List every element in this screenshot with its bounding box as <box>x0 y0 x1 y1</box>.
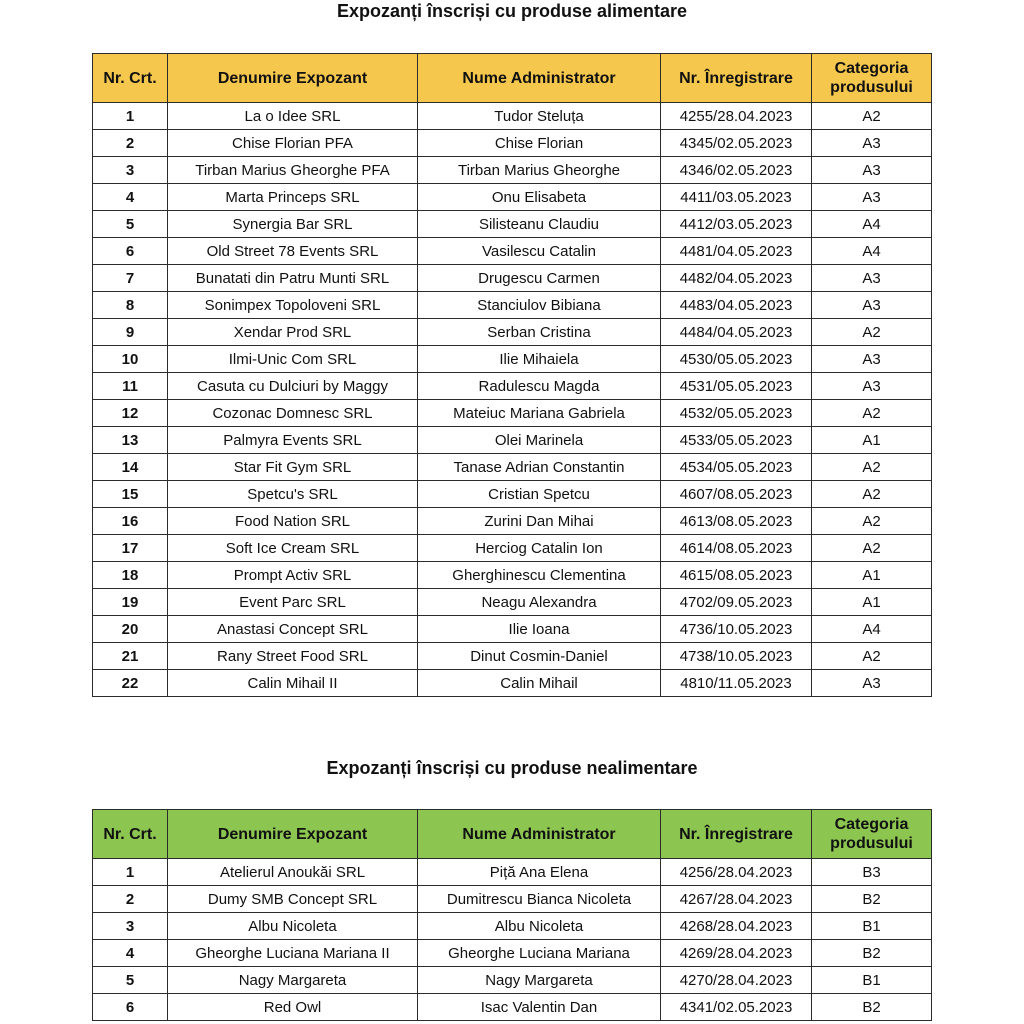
cell-nume-administrator: Olei Marinela <box>418 427 661 454</box>
cell-nr-inregistrare: 4810/11.05.2023 <box>661 670 812 697</box>
cell-categoria: A3 <box>812 292 932 319</box>
cell-nr-crt: 18 <box>93 562 168 589</box>
cell-categoria: A3 <box>812 184 932 211</box>
cell-categoria: B1 <box>812 967 932 994</box>
table-row <box>93 373 932 400</box>
cell-denumire-expozant: Event Parc SRL <box>168 589 418 616</box>
col-nr-inregistrare: Nr. Înregistrare <box>661 810 812 859</box>
cell-denumire-expozant: Prompt Activ SRL <box>168 562 418 589</box>
table-row <box>93 184 932 211</box>
cell-nr-crt: 4 <box>93 184 168 211</box>
cell-categoria: A2 <box>812 643 932 670</box>
cell-nume-administrator: Cristian Spetcu <box>418 481 661 508</box>
cell-nr-crt: 2 <box>93 886 168 913</box>
cell-nr-crt: 5 <box>93 967 168 994</box>
cell-nr-crt: 2 <box>93 130 168 157</box>
cell-nume-administrator: Onu Elisabeta <box>418 184 661 211</box>
cell-nume-administrator: Tudor Steluța <box>418 103 661 130</box>
food-exhibitors-table <box>92 53 932 697</box>
cell-nr-inregistrare: 4532/05.05.2023 <box>661 400 812 427</box>
cell-nr-inregistrare: 4736/10.05.2023 <box>661 616 812 643</box>
table-row <box>93 886 932 913</box>
table-row <box>93 346 932 373</box>
cell-nr-crt: 19 <box>93 589 168 616</box>
cell-denumire-expozant: Spetcu's SRL <box>168 481 418 508</box>
cell-nume-administrator: Neagu Alexandra <box>418 589 661 616</box>
cell-denumire-expozant: Palmyra Events SRL <box>168 427 418 454</box>
cell-nr-crt: 17 <box>93 535 168 562</box>
cell-denumire-expozant: Marta Princeps SRL <box>168 184 418 211</box>
cell-nume-administrator: Calin Mihail <box>418 670 661 697</box>
table-row <box>93 859 932 886</box>
cell-nr-inregistrare: 4738/10.05.2023 <box>661 643 812 670</box>
cell-nr-crt: 22 <box>93 670 168 697</box>
table-row <box>93 292 932 319</box>
cell-denumire-expozant: Bunatati din Patru Munti SRL <box>168 265 418 292</box>
cell-denumire-expozant: Food Nation SRL <box>168 508 418 535</box>
cell-categoria: A4 <box>812 211 932 238</box>
cell-nr-inregistrare: 4345/02.05.2023 <box>661 130 812 157</box>
cell-nr-inregistrare: 4481/04.05.2023 <box>661 238 812 265</box>
cell-categoria: A2 <box>812 481 932 508</box>
cell-nr-inregistrare: 4530/05.05.2023 <box>661 346 812 373</box>
cell-nr-crt: 5 <box>93 211 168 238</box>
cell-nume-administrator: Radulescu Magda <box>418 373 661 400</box>
cell-nume-administrator: Piță Ana Elena <box>418 859 661 886</box>
cell-categoria: A2 <box>812 103 932 130</box>
food-table-title: Expozanți înscriși cu produse alimentare <box>336 1 688 21</box>
food-table-body <box>93 103 932 697</box>
cell-categoria: A3 <box>812 373 932 400</box>
cell-denumire-expozant: La o Idee SRL <box>168 103 418 130</box>
cell-denumire-expozant: Sonimpex Topoloveni SRL <box>168 292 418 319</box>
col-categoria-produsului: Categoria produsului <box>812 810 932 859</box>
table-row <box>93 427 932 454</box>
table-row <box>93 994 932 1021</box>
cell-nr-inregistrare: 4607/08.05.2023 <box>661 481 812 508</box>
cell-categoria: A2 <box>812 454 932 481</box>
cell-categoria: A1 <box>812 427 932 454</box>
cell-nr-inregistrare: 4269/28.04.2023 <box>661 940 812 967</box>
cell-denumire-expozant: Chise Florian PFA <box>168 130 418 157</box>
cell-nr-crt: 14 <box>93 454 168 481</box>
cell-categoria: B3 <box>812 859 932 886</box>
table-header-row <box>93 54 932 103</box>
col-categoria-produsului: Categoria produsului <box>812 54 932 103</box>
cell-nume-administrator: Vasilescu Catalin <box>418 238 661 265</box>
cell-nume-administrator: Ilie Mihaiela <box>418 346 661 373</box>
cell-nr-inregistrare: 4482/04.05.2023 <box>661 265 812 292</box>
cell-categoria: B2 <box>812 886 932 913</box>
table-row <box>93 643 932 670</box>
cell-nr-inregistrare: 4613/08.05.2023 <box>661 508 812 535</box>
cell-denumire-expozant: Tirban Marius Gheorghe PFA <box>168 157 418 184</box>
cell-categoria: A1 <box>812 589 932 616</box>
col-nr-inregistrare: Nr. Înregistrare <box>661 54 812 103</box>
cell-nume-administrator: Tirban Marius Gheorghe <box>418 157 661 184</box>
cell-categoria: A2 <box>812 508 932 535</box>
cell-nr-inregistrare: 4267/28.04.2023 <box>661 886 812 913</box>
cell-nr-inregistrare: 4484/04.05.2023 <box>661 319 812 346</box>
cell-nr-inregistrare: 4346/02.05.2023 <box>661 157 812 184</box>
cell-nr-inregistrare: 4533/05.05.2023 <box>661 427 812 454</box>
cell-nume-administrator: Stanciulov Bibiana <box>418 292 661 319</box>
cell-denumire-expozant: Dumy SMB Concept SRL <box>168 886 418 913</box>
cell-categoria: B2 <box>812 994 932 1021</box>
cell-denumire-expozant: Soft Ice Cream SRL <box>168 535 418 562</box>
cell-nume-administrator: Zurini Dan Mihai <box>418 508 661 535</box>
table-row <box>93 670 932 697</box>
table-row <box>93 481 932 508</box>
cell-categoria: A2 <box>812 535 932 562</box>
cell-nr-inregistrare: 4268/28.04.2023 <box>661 913 812 940</box>
cell-nume-administrator: Serban Cristina <box>418 319 661 346</box>
col-nr-crt: Nr. Crt. <box>93 810 168 859</box>
cell-nume-administrator: Isac Valentin Dan <box>418 994 661 1021</box>
nonfood-exhibitors-table <box>92 809 932 1021</box>
table-row <box>93 589 932 616</box>
cell-nr-crt: 13 <box>93 427 168 454</box>
cell-nr-crt: 3 <box>93 913 168 940</box>
cell-denumire-expozant: Rany Street Food SRL <box>168 643 418 670</box>
cell-categoria: B1 <box>812 913 932 940</box>
cell-nr-inregistrare: 4270/28.04.2023 <box>661 967 812 994</box>
table-row <box>93 103 932 130</box>
cell-nr-inregistrare: 4531/05.05.2023 <box>661 373 812 400</box>
table-row <box>93 508 932 535</box>
cell-denumire-expozant: Atelierul Anoukăi SRL <box>168 859 418 886</box>
cell-categoria: A4 <box>812 616 932 643</box>
table-row <box>93 265 932 292</box>
cell-nume-administrator: Gherghinescu Clementina <box>418 562 661 589</box>
col-nume-administrator: Nume Administrator <box>418 810 661 859</box>
cell-nr-inregistrare: 4614/08.05.2023 <box>661 535 812 562</box>
cell-categoria: A2 <box>812 319 932 346</box>
table-row <box>93 400 932 427</box>
col-nume-administrator: Nume Administrator <box>418 54 661 103</box>
table-row <box>93 211 932 238</box>
table-row <box>93 967 932 994</box>
table-row <box>93 940 932 967</box>
cell-denumire-expozant: Star Fit Gym SRL <box>168 454 418 481</box>
cell-categoria: A3 <box>812 157 932 184</box>
cell-categoria: A3 <box>812 670 932 697</box>
cell-nr-crt: 7 <box>93 265 168 292</box>
cell-denumire-expozant: Cozonac Domnesc SRL <box>168 400 418 427</box>
table-row <box>93 157 932 184</box>
cell-nume-administrator: Dinut Cosmin-Daniel <box>418 643 661 670</box>
cell-nr-inregistrare: 4615/08.05.2023 <box>661 562 812 589</box>
cell-denumire-expozant: Calin Mihail II <box>168 670 418 697</box>
table-row <box>93 913 932 940</box>
cell-nume-administrator: Nagy Margareta <box>418 967 661 994</box>
cell-nr-crt: 12 <box>93 400 168 427</box>
cell-denumire-expozant: Albu Nicoleta <box>168 913 418 940</box>
cell-nr-crt: 8 <box>93 292 168 319</box>
cell-nume-administrator: Chise Florian <box>418 130 661 157</box>
cell-nume-administrator: Drugescu Carmen <box>418 265 661 292</box>
cell-nr-crt: 1 <box>93 103 168 130</box>
cell-nr-inregistrare: 4256/28.04.2023 <box>661 859 812 886</box>
cell-nume-administrator: Silisteanu Claudiu <box>418 211 661 238</box>
cell-categoria: A4 <box>812 238 932 265</box>
cell-nume-administrator: Mateiuc Mariana Gabriela <box>418 400 661 427</box>
cell-nume-administrator: Ilie Ioana <box>418 616 661 643</box>
cell-nume-administrator: Tanase Adrian Constantin <box>418 454 661 481</box>
cell-categoria: B2 <box>812 940 932 967</box>
table-header-row <box>93 810 932 859</box>
cell-nr-crt: 4 <box>93 940 168 967</box>
nonfood-table-body <box>93 859 932 1021</box>
cell-nume-administrator: Herciog Catalin Ion <box>418 535 661 562</box>
cell-denumire-expozant: Synergia Bar SRL <box>168 211 418 238</box>
table-row <box>93 319 932 346</box>
cell-nr-crt: 20 <box>93 616 168 643</box>
cell-nr-crt: 21 <box>93 643 168 670</box>
cell-nr-inregistrare: 4255/28.04.2023 <box>661 103 812 130</box>
cell-nr-inregistrare: 4483/04.05.2023 <box>661 292 812 319</box>
table-row <box>93 238 932 265</box>
cell-denumire-expozant: Casuta cu Dulciuri by Maggy <box>168 373 418 400</box>
col-nr-crt: Nr. Crt. <box>93 54 168 103</box>
cell-denumire-expozant: Red Owl <box>168 994 418 1021</box>
cell-nr-inregistrare: 4702/09.05.2023 <box>661 589 812 616</box>
nonfood-table-title: Expozanți înscriși cu produse nealimentare <box>326 758 698 778</box>
cell-nr-crt: 3 <box>93 157 168 184</box>
table-row <box>93 535 932 562</box>
cell-nr-crt: 10 <box>93 346 168 373</box>
cell-denumire-expozant: Old Street 78 Events SRL <box>168 238 418 265</box>
cell-nr-crt: 16 <box>93 508 168 535</box>
cell-nr-crt: 9 <box>93 319 168 346</box>
table-row <box>93 130 932 157</box>
cell-nr-inregistrare: 4411/03.05.2023 <box>661 184 812 211</box>
table-row <box>93 454 932 481</box>
cell-nr-crt: 15 <box>93 481 168 508</box>
cell-nr-crt: 6 <box>93 238 168 265</box>
cell-nume-administrator: Albu Nicoleta <box>418 913 661 940</box>
cell-denumire-expozant: Xendar Prod SRL <box>168 319 418 346</box>
table-row <box>93 562 932 589</box>
cell-categoria: A3 <box>812 265 932 292</box>
cell-categoria: A2 <box>812 400 932 427</box>
cell-nr-crt: 1 <box>93 859 168 886</box>
cell-nr-crt: 6 <box>93 994 168 1021</box>
cell-denumire-expozant: Ilmi-Unic Com SRL <box>168 346 418 373</box>
cell-nr-inregistrare: 4412/03.05.2023 <box>661 211 812 238</box>
cell-nr-inregistrare: 4534/05.05.2023 <box>661 454 812 481</box>
col-denumire-expozant: Denumire Expozant <box>168 810 418 859</box>
col-denumire-expozant: Denumire Expozant <box>168 54 418 103</box>
cell-categoria: A3 <box>812 130 932 157</box>
cell-nume-administrator: Gheorghe Luciana Mariana <box>418 940 661 967</box>
cell-nr-crt: 11 <box>93 373 168 400</box>
cell-denumire-expozant: Nagy Margareta <box>168 967 418 994</box>
cell-categoria: A1 <box>812 562 932 589</box>
cell-denumire-expozant: Anastasi Concept SRL <box>168 616 418 643</box>
cell-nr-inregistrare: 4341/02.05.2023 <box>661 994 812 1021</box>
cell-denumire-expozant: Gheorghe Luciana Mariana II <box>168 940 418 967</box>
cell-nume-administrator: Dumitrescu Bianca Nicoleta <box>418 886 661 913</box>
cell-categoria: A3 <box>812 346 932 373</box>
table-row <box>93 616 932 643</box>
